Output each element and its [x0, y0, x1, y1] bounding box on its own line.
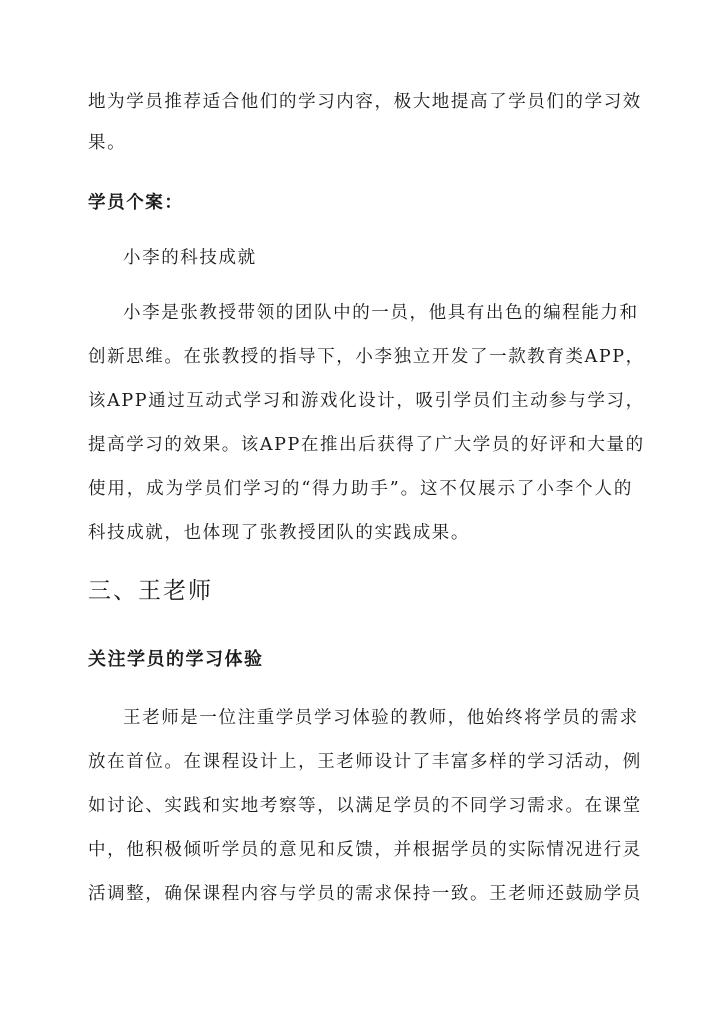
case-paragraph-line-5: 使用，成为学员们学习的“得力助手”。这不仅展示了小李个人的	[88, 479, 633, 499]
case-paragraph-line-4: 提高学习的效果。该APP在推出后获得了广大学员的好评和大量的	[88, 435, 645, 455]
wang-paragraph-line-1: 王老师是一位注重学员学习体验的教师，他始终将学员的需求	[123, 708, 639, 728]
wang-paragraph-line-2: 放在首位。在课程设计上，王老师设计了丰富多样的学习活动，例	[88, 752, 642, 772]
case-paragraph-line-1: 小李是张教授带领的团队中的一员，他具有出色的编程能力和	[123, 303, 639, 323]
case-paragraph-line-3: 该APP通过互动式学习和游戏化设计，吸引学员们主动参与学习，	[88, 391, 645, 411]
intro-line-1: 地为学员推荐适合他们的学习内容，极大地提高了学员们的学习效	[88, 92, 642, 112]
wang-paragraph-line-4: 中，他积极倾听学员的意见和反馈，并根据学员的实际情况进行灵	[88, 840, 642, 860]
case-paragraph-line-2: 创新思维。在张教授的指导下，小李独立开发了一款教育类APP，	[88, 347, 645, 367]
section-heading: 三、王老师	[88, 578, 213, 604]
case-title: 小李的科技成就	[123, 248, 257, 268]
intro-line-2: 果。	[88, 133, 127, 153]
wang-paragraph-line-3: 如讨论、实践和实地考察等，以满足学员的不同学习需求。在课堂	[88, 796, 642, 816]
wang-paragraph-line-5: 活调整，确保课程内容与学员的需求保持一致。王老师还鼓励学员	[88, 884, 642, 904]
case-paragraph-line-6: 科技成就，也体现了张教授团队的实践成果。	[88, 523, 470, 543]
case-heading: 学员个案：	[88, 193, 184, 213]
subsection-heading: 关注学员的学习体验	[88, 649, 264, 670]
